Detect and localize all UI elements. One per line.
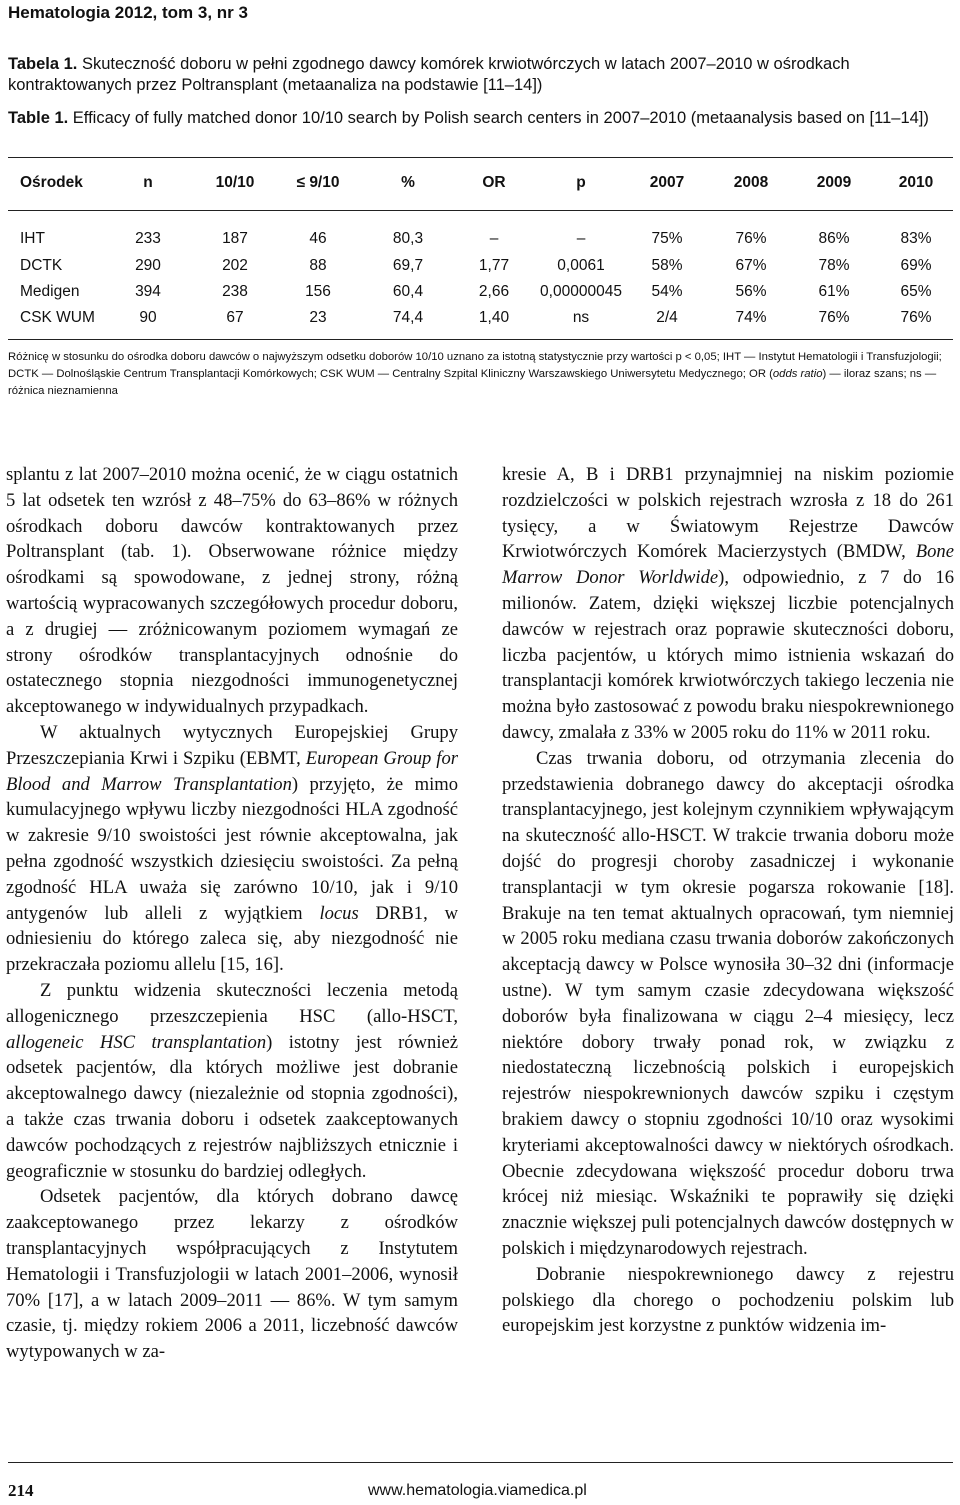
table-cell: 88 bbox=[309, 257, 327, 274]
table-cell: 290 bbox=[135, 257, 161, 274]
table-cell: 69% bbox=[900, 257, 932, 274]
table-top-rule bbox=[8, 157, 953, 158]
table-title-polish: Skuteczność doboru w pełni zgodnego dawcy komórek krwiotwórczych w latach 2007–2010 w ośrodkach kontraktowanych przez Poltransplant (metaanaliza na podstawie [11–14]) bbox=[8, 55, 850, 94]
table-header-row bbox=[0, 174, 960, 196]
page-number: 214 bbox=[8, 1481, 34, 1500]
table-cell: Medigen bbox=[20, 283, 80, 300]
table-row bbox=[0, 230, 960, 252]
table-cell: DCTK bbox=[20, 257, 63, 274]
footnote-emphasis: odds ratio bbox=[772, 368, 823, 380]
table-cell: 76% bbox=[900, 309, 932, 326]
footnote-text: ) — iloraz szans; ns — różnica nieznamienna bbox=[8, 368, 937, 397]
text: ), odpowiednio, z 7 do 16 milionów. Zatem, dzięki większej liczbie potencjalnych dawców w rejestrach oraz poprawie skuteczności doboru, liczba pacjentów, u których mimo istnienia wskazań do transplantacji komórek krwiotwórczych takiego leczenia nie można było zastosować z powodu braku niespokrewnionego dawcy, zmalała z 33% w 2005 roku do 11% w 2011 roku. bbox=[502, 567, 955, 743]
table-cell: 67 bbox=[226, 309, 244, 326]
text: ) przyjęto, że mimo kumulacyjnego wpływu liczby niezgodności HLA zgodność w zakresie 9/10 swoistości jest równie akceptowalna, jak pełna zgodność wszystkich dziesięciu swoistości. Za pełną zgodność HLA uważa się zarówno 10/10, jak i 9/10 antygenów lub alleli z wyjątkiem bbox=[6, 773, 458, 924]
table-label-english: Table 1. bbox=[8, 109, 69, 127]
paragraph: splantu z lat 2007–2010 można ocenić, że w ciągu ostatnich 5 lat odsetek ten wzrósł z 48–75% do 63–86% w różnych ośrodkach doboru dawców kontraktowanych przez Poltransplant (tab. 1). Obserwowane różnice między ośrodkami są spowodowane, z jednej strony, różną wartością wypracowanych szczegółowych procedur doboru, a z drugiej — zróżnicowanym poziomem wymagań ze strony ośrodków transplantacyjnych odnośnie do ostatecznego stopnia niezgodności immunogenetycznej akceptowanego w indywidualnych przypadkach. bbox=[6, 464, 458, 718]
table-cell: 46 bbox=[309, 230, 327, 247]
table-cell: 394 bbox=[135, 283, 161, 300]
left-text-column bbox=[6, 462, 458, 1462]
header-cell: 2009 bbox=[816, 174, 852, 191]
table-cell: ns bbox=[572, 309, 590, 326]
table-cell: 2/4 bbox=[656, 309, 678, 326]
table-cell: 1,40 bbox=[478, 309, 510, 326]
paragraph: Czas trwania doboru, od otrzymania zlecenia do przedstawienia dobranego dawcy do akceptacji ośrodka transplantacyjnego, jest kolejnym czynnikiem wpływającym na skuteczność allo-HSCT. W trakcie trwania doboru może dojść do progresji choroby zasadniczej i wykonanie transplantacji w tym okresie pogarsza rokowanie [18]. Brakuje na ten temat aktualnych opracowań, tym niemniej w 2005 roku mediana czasu trwania doborów zakończonych akceptacją dawcy w Polsce wynosiła 30–32 dni (informacje ustne). W tym samym czasie zdecydowana większość doborów była finalizowana w ciągu 2–4 miesięcy, lecz niektóre dobory trwały ponad rok, w związku z niedostateczną liczebnością polskich i europejskich rejestrów niespokrewnionych dawców szpiku i częstym brakiem dawcy o stopniu zgodności 10/10 oraz wysokimi kryteriami akceptowalności dawcy w niektórych ośrodkach. Obecnie zdecydowana większość procedur doboru trwa krócej niż miesiąc. Wskaźniki te poprawiły się dzięki znacznie większej puli potencjalnych dawców dostępnych w polskich i międzynarodowych rejestrach. bbox=[502, 747, 954, 1259]
table-title-english: Efficacy of fully matched donor 10/10 search by Polish search centers in 2007–2010 (metaanalysis based on [11–14]) bbox=[68, 109, 929, 127]
emphasis: allogeneic HSC transplantation bbox=[6, 1031, 267, 1053]
text: kresie A, B i DRB1 przynajmniej na niskim poziomie rozdzielczości w polskich rejestrach wzrosła z 18 do 261 tysięcy, a w Światowym Rejestrze Dawców Krwiotwórczych Komórek Macierzystych (BMDW, bbox=[502, 464, 954, 563]
header-cell: OR bbox=[482, 174, 506, 191]
paragraph: Odsetek pacjentów, dla których dobrano dawcę zaakceptowanego przez lekarzy z ośrodków transplantacyjnych współpracujących z Instytutem Hematologii i Transfuzjologii w latach 2001–2006, wynosił 70% [17], a w latach 2009–2011 — 86%. W tym samym czasie, tj. między rokiem 2006 a 2011, liczebność dawców wytypowanych w za- bbox=[6, 1186, 458, 1363]
table-cell: 74,4 bbox=[392, 309, 424, 326]
table-cell: 56% bbox=[735, 283, 767, 300]
header-cell: 10/10 bbox=[215, 174, 255, 191]
header-cell: p bbox=[576, 174, 586, 191]
right-text-column bbox=[502, 462, 954, 1462]
table-caption-polish bbox=[8, 54, 953, 96]
header-cell: 2008 bbox=[733, 174, 769, 191]
table-footnote bbox=[8, 349, 953, 400]
paragraph bbox=[6, 978, 458, 1184]
text: DRB1, w odniesieniu do którego zaleca się, aby niezgodność nie przekraczała poziomu allelu [15, 16]. bbox=[6, 902, 459, 976]
paragraph bbox=[502, 462, 954, 746]
table-cell: 76% bbox=[818, 309, 850, 326]
table-cell: 74% bbox=[735, 309, 767, 326]
table-cell: 65% bbox=[900, 283, 932, 300]
header-cell: % bbox=[401, 174, 415, 191]
table-cell: 233 bbox=[135, 230, 161, 247]
header-cell: ≤ 9/10 bbox=[296, 174, 340, 191]
table-row bbox=[0, 257, 960, 279]
table-cell: CSK WUM bbox=[20, 309, 95, 326]
table-caption-english bbox=[8, 108, 953, 129]
table-cell: 23 bbox=[309, 309, 327, 326]
table-cell: 60,4 bbox=[392, 283, 424, 300]
text: W aktualnych wytycznych Europejskiej Grupy Przeszczepiania Krwi i Szpiku (EBMT, bbox=[6, 721, 458, 769]
header-cell: 2007 bbox=[649, 174, 685, 191]
table-row bbox=[0, 309, 960, 331]
table-cell: 75% bbox=[651, 230, 683, 247]
table-cell: 54% bbox=[651, 283, 683, 300]
table-cell: 78% bbox=[818, 257, 850, 274]
table-cell: 69,7 bbox=[392, 257, 424, 274]
table-cell: – bbox=[489, 230, 499, 247]
table-cell: 76% bbox=[735, 230, 767, 247]
table-row bbox=[0, 283, 960, 305]
table-cell: 0,0061 bbox=[557, 257, 605, 274]
table-cell: – bbox=[576, 230, 586, 247]
table-cell: 80,3 bbox=[392, 230, 424, 247]
footnote-text: Różnicę w stosunku do ośrodka doboru dawców o najwyższym odsetku doborów 10/10 uznano za istotną statystycznie przy wartości p < 0,05; IHT — Instytut Hematologii i Transfuzjologii; DCTK — Dolnośląskie Centrum Transplantacji Komórkowych; CSK WUM — Centralny Szpital Kliniczny Warszawskiego Uniwersytetu Medycznego; OR ( bbox=[8, 351, 942, 380]
table-header-rule bbox=[8, 210, 953, 211]
emphasis: locus bbox=[319, 902, 359, 924]
header-cell: n bbox=[143, 174, 153, 191]
table-cell: 86% bbox=[818, 230, 850, 247]
footer-url[interactable]: www.hematologia.viamedica.pl bbox=[368, 1482, 587, 1499]
table-cell: 238 bbox=[222, 283, 248, 300]
table-cell: 58% bbox=[651, 257, 683, 274]
table-cell: 156 bbox=[305, 283, 331, 300]
footer-rule bbox=[8, 1462, 953, 1463]
table-bottom-rule bbox=[8, 339, 953, 340]
table-cell: 61% bbox=[818, 283, 850, 300]
header-cell: 2010 bbox=[898, 174, 934, 191]
journal-header: Hematologia 2012, tom 3, nr 3 bbox=[8, 3, 248, 22]
text: ) istotny jest również odsetek pacjentów, dla których możliwe jest dobranie akceptowalnego dawcy (niezależnie od stopnia zgodności), a także czas trwania doboru i odsetek zaakceptowanych dawców pochodzących z rejestrów najbliższych etnicznie i geograficznie w stosunku do bardziej odległych. bbox=[6, 1031, 458, 1182]
table-label-polish: Tabela 1. bbox=[8, 55, 78, 73]
header-cell: Ośrodek bbox=[20, 174, 83, 191]
table-cell: 67% bbox=[735, 257, 767, 274]
table-cell: 90 bbox=[139, 309, 157, 326]
table-cell: 1,77 bbox=[478, 257, 510, 274]
paragraph: Dobranie niespokrewnionego dawcy z rejestru polskiego dla chorego o pochodzeniu polskim lub europejskim jest korzystne z punktów widzenia im- bbox=[502, 1263, 954, 1337]
table-cell: 187 bbox=[222, 230, 248, 247]
table-cell: 0,00000045 bbox=[540, 283, 622, 300]
table-cell: 83% bbox=[900, 230, 932, 247]
emphasis: Bone Marrow Donor Worldwide bbox=[502, 541, 954, 589]
table-cell: 202 bbox=[222, 257, 248, 274]
paragraph bbox=[6, 720, 458, 978]
text: Z punktu widzenia skuteczności leczenia metodą allogenicznego przeszczepienia HSC (allo-HSCT, bbox=[6, 979, 458, 1027]
table-cell: IHT bbox=[20, 230, 45, 247]
table-cell: 2,66 bbox=[478, 283, 510, 300]
emphasis: European Group for Blood and Marrow Transplantation bbox=[6, 747, 458, 795]
